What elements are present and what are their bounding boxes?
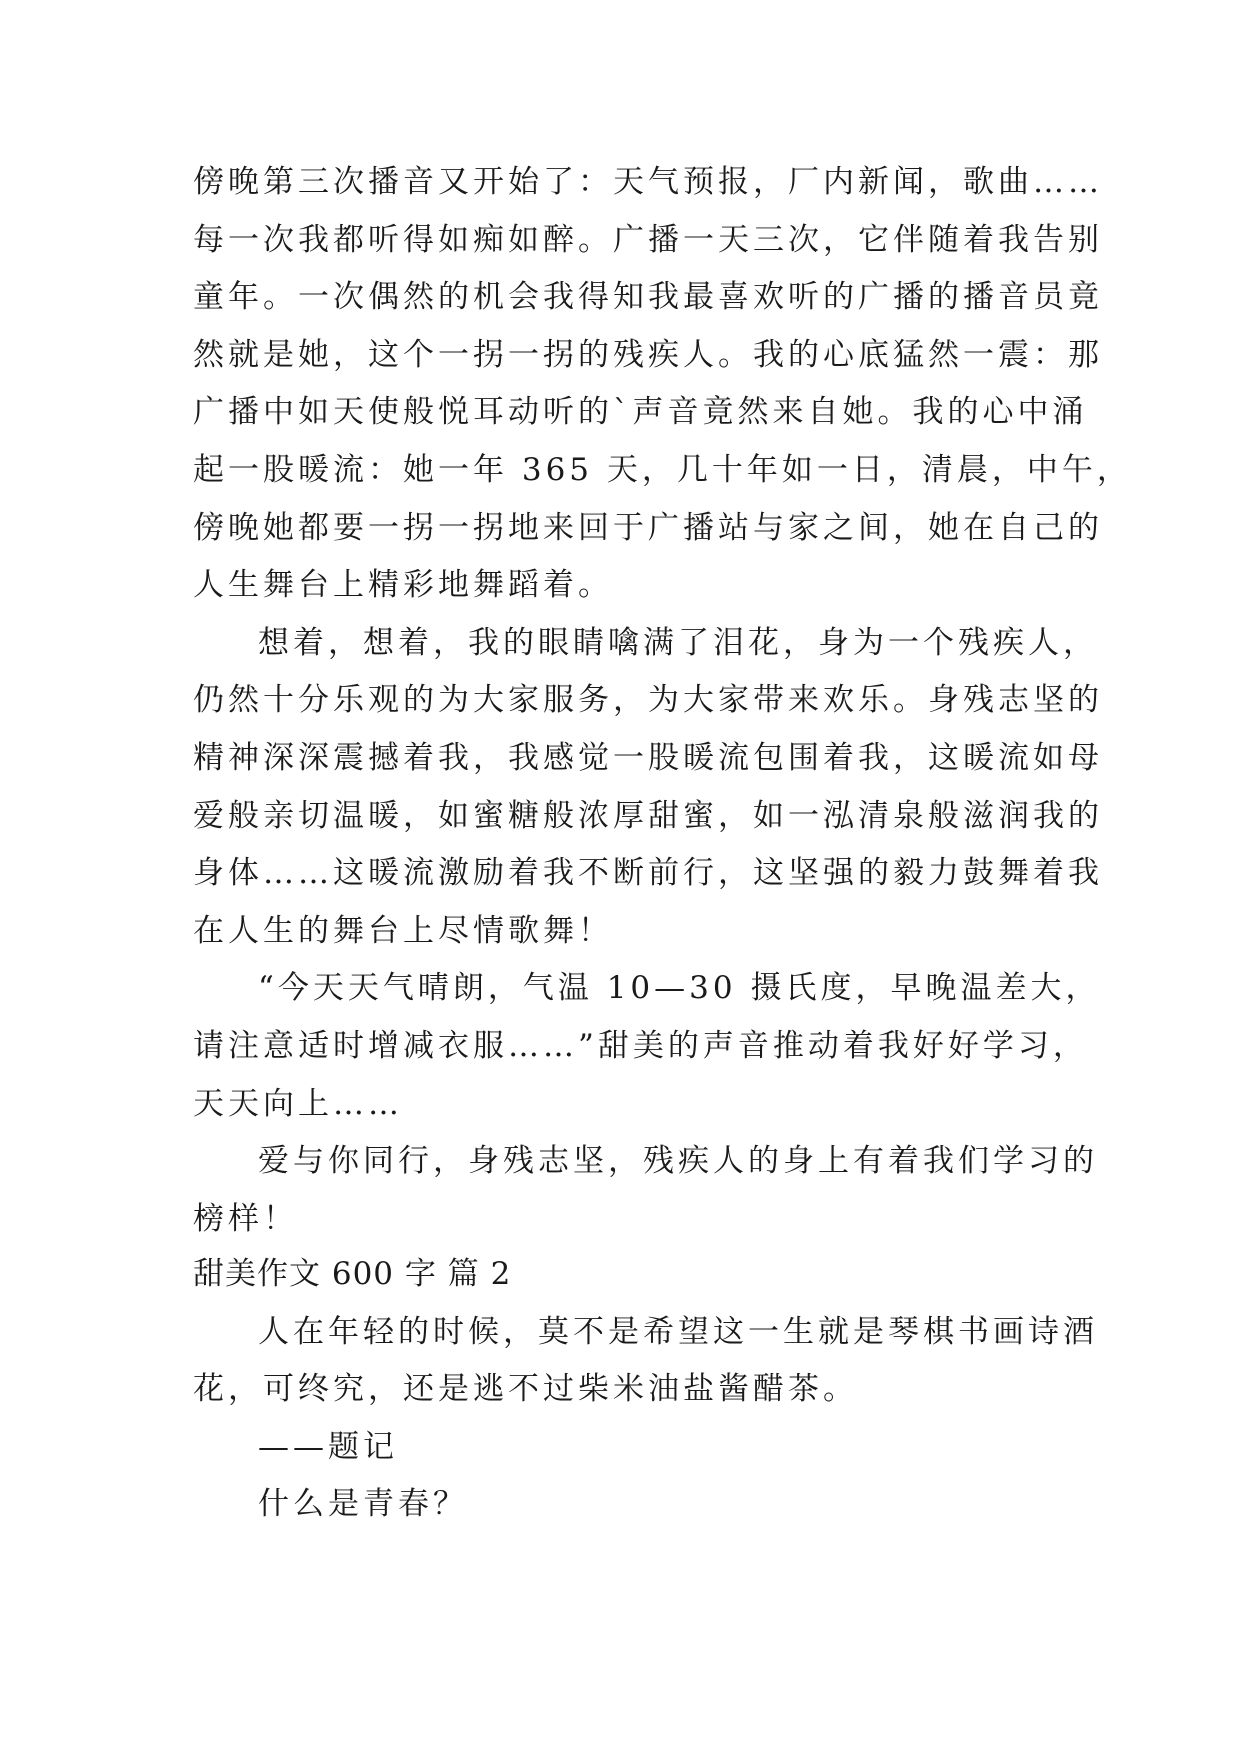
- paragraph-line: 童年。一次偶然的机会我得知我最喜欢听的广播的播音员竟: [193, 279, 1103, 315]
- paragraph-line: 花，可终究，还是逃不过柴米油盐酱醋茶。: [193, 1371, 858, 1407]
- paragraph-line: 爱与你同行，身残志坚，残疾人的身上有着我们学习的: [258, 1143, 1098, 1179]
- paragraph-line: 人在年轻的时候，莫不是希望这一生就是琴棋书画诗酒: [258, 1314, 1098, 1350]
- paragraph-line: 然就是她，这个一拐一拐的残疾人。我的心底猛然一震：那: [193, 337, 1103, 373]
- paragraph-line: 人生舞台上精彩地舞蹈着。: [193, 567, 613, 603]
- paragraph-line: 傍晚第三次播音又开始了：天气预报，厂内新闻，歌曲……: [193, 164, 1103, 200]
- paragraph-line: 仍然十分乐观的为大家服务，为大家带来欢乐。身残志坚的: [193, 682, 1103, 718]
- paragraph-line: 在人生的舞台上尽情歌舞！: [193, 913, 613, 949]
- paragraph-line: 每一次我都听得如痴如醉。广播一天三次，它伴随着我告别: [193, 222, 1103, 258]
- paragraph-line: “今天天气晴朗，气温 10—30 摄氏度，早晚温差大，: [258, 970, 1101, 1006]
- paragraph-line: 精神深深震撼着我，我感觉一股暖流包围着我，这暖流如母: [193, 740, 1103, 776]
- section-heading: 甜美作文 600 字 篇 2: [193, 1256, 512, 1292]
- paragraph-line: 傍晚她都要一拐一拐地来回于广播站与家之间，她在自己的: [193, 510, 1103, 546]
- paragraph-line: 广播中如天使般悦耳动听的`声音竟然来自她。我的心中涌: [193, 394, 1088, 430]
- paragraph-line: 爱般亲切温暖，如蜜糖般浓厚甜蜜，如一泓清泉般滋润我的: [193, 798, 1103, 834]
- paragraph-line: 天天向上……: [193, 1086, 403, 1122]
- paragraph-line: 起一股暖流：她一年 365 天，几十年如一日，清晨，中午，: [193, 452, 1132, 488]
- paragraph-line: 身体……这暖流激励着我不断前行，这坚强的毅力鼓舞着我: [193, 855, 1103, 891]
- paragraph-line: 请注意适时增减衣服……”甜美的声音推动着我好好学习，: [193, 1028, 1088, 1064]
- paragraph-line: 榜样！: [193, 1201, 298, 1237]
- paragraph-line: 什么是青春？: [258, 1486, 468, 1522]
- epigraph-attribution: ——题记: [258, 1429, 398, 1465]
- paragraph-line: 想着，想着，我的眼睛噙满了泪花，身为一个残疾人，: [258, 625, 1098, 661]
